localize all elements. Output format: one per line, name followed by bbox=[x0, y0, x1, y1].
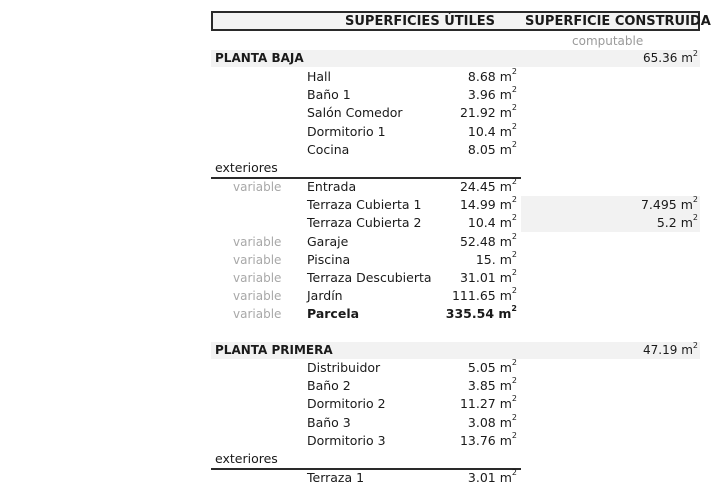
table-row bbox=[0, 141, 726, 159]
room-name: Cocina bbox=[307, 141, 350, 157]
room-name: Jardín bbox=[307, 288, 343, 304]
room-name: Piscina bbox=[307, 251, 351, 267]
table-row bbox=[0, 196, 726, 214]
room-name: Terraza Descubierta bbox=[307, 270, 432, 285]
room-area: 5.05 $m^2$ bbox=[467, 358, 517, 375]
room-name: Garaje bbox=[307, 233, 349, 249]
room-name: Hall bbox=[307, 69, 332, 84]
room-area: 21.92 $m^2$ bbox=[459, 103, 517, 121]
room-name: Baño 2 bbox=[307, 378, 351, 394]
table-row bbox=[0, 287, 726, 305]
room-area: 8.68 $m^2$ bbox=[467, 67, 517, 84]
exteriores-label-primera: exteriores bbox=[215, 451, 278, 466]
table-row bbox=[0, 377, 726, 395]
built-area: 5.2 $m^2$ bbox=[656, 213, 698, 231]
variable-flag: variable bbox=[233, 234, 282, 249]
room-area: 15. $m^2$ bbox=[475, 249, 517, 267]
room-name: Terraza Cubierta 1 bbox=[307, 197, 422, 213]
variable-flag: variable bbox=[233, 180, 282, 194]
room-name: Distribuidor bbox=[307, 360, 381, 375]
built-area: 7.495 $m^2$ bbox=[640, 195, 698, 213]
room-area: 11.27 $m^2$ bbox=[459, 394, 517, 412]
variable-flag: variable bbox=[233, 289, 282, 304]
room-name: Terraza 1 bbox=[307, 470, 365, 485]
room-area: 3.85 $m^2$ bbox=[467, 376, 517, 394]
room-area: 3.96 $m^2$ bbox=[467, 85, 517, 103]
useful-area-header: SUPERFICIES ÚTILES bbox=[345, 14, 495, 29]
section-built-planta-baja: 65.36 $m^2$ bbox=[643, 49, 698, 65]
room-name: Dormitorio 1 bbox=[307, 123, 386, 139]
section-built-planta-primera: 47.19 $m^2$ bbox=[643, 341, 698, 357]
room-area: 24.45 $m^2$ bbox=[459, 177, 517, 194]
room-area: 8.05 $m^2$ bbox=[467, 139, 517, 157]
room-area: 3.08 $m^2$ bbox=[467, 412, 517, 430]
table-row bbox=[0, 68, 726, 86]
room-area: 14.99 $m^2$ bbox=[459, 195, 517, 213]
room-name: Baño 1 bbox=[307, 87, 351, 103]
room-name: Entrada bbox=[307, 179, 357, 194]
variable-flag: variable bbox=[233, 271, 282, 285]
table-row bbox=[0, 359, 726, 377]
room-name: Terraza Cubierta 2 bbox=[307, 215, 422, 231]
table-row bbox=[0, 178, 726, 196]
room-area: 3.01 $m^2$ bbox=[467, 468, 517, 485]
table-row bbox=[0, 214, 726, 232]
table-row bbox=[0, 305, 726, 323]
room-area: 13.76 $m^2$ bbox=[459, 430, 517, 448]
table-row bbox=[0, 86, 726, 104]
room-name: Dormitorio 2 bbox=[307, 396, 386, 412]
room-area: 52.48 $m^2$ bbox=[459, 231, 517, 249]
table-row bbox=[0, 432, 726, 450]
table-header bbox=[211, 11, 711, 31]
exteriores-label-baja: exteriores bbox=[215, 160, 278, 175]
table-row bbox=[0, 269, 726, 287]
table-row bbox=[0, 414, 726, 432]
section-title-planta-baja: PLANTA BAJA bbox=[215, 51, 304, 65]
variable-flag: variable bbox=[233, 252, 282, 267]
room-name: Dormitorio 3 bbox=[307, 432, 386, 448]
table-row bbox=[0, 469, 726, 487]
room-name: Parcela bbox=[307, 306, 360, 322]
room-area: 335.54 $m^2$ bbox=[445, 304, 517, 322]
room-area: 31.01 $m^2$ bbox=[459, 268, 517, 285]
table-row bbox=[0, 251, 726, 269]
room-name: Baño 3 bbox=[307, 414, 351, 430]
table-row bbox=[0, 395, 726, 413]
room-name: Salón Comedor bbox=[307, 105, 403, 121]
table-row bbox=[0, 104, 726, 122]
table-row bbox=[0, 233, 726, 251]
room-area: 10.4 $m^2$ bbox=[467, 121, 517, 139]
built-area-header: SUPERFICIE CONSTRUIDA bbox=[525, 14, 711, 29]
variable-flag: variable bbox=[233, 307, 282, 322]
room-area: 111.65 $m^2$ bbox=[451, 286, 517, 304]
computable-label: computable bbox=[572, 34, 644, 48]
section-title-planta-primera: PLANTA PRIMERA bbox=[215, 343, 333, 357]
room-area: 10.4 $m^2$ bbox=[467, 213, 517, 231]
table-row bbox=[0, 123, 726, 141]
